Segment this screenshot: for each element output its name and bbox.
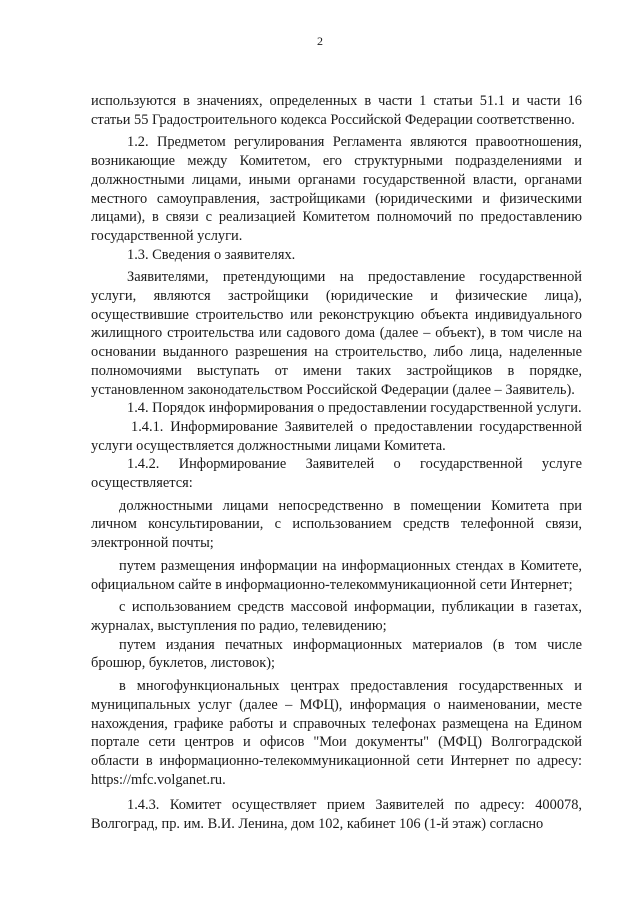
list-item-officials: должностными лицами непосредственно в помещении Комитета при личном консультировании, с использованием средств телефонной связи, электронной почты; bbox=[91, 497, 582, 552]
list-item-mfc: в многофункциональных центрах предоставления государственных и муниципальных услуг (далее – МФЦ), информация о наименовании, месте нахождения, графике работы и справочных телефонах размещена на Едином портале сети центров и офисов "Мои документы" (МФЦ) Волгоградской области в информационно-телекоммуникационной сети Интернет по адресу: https://mfc.volganet.ru. bbox=[91, 678, 582, 788]
document-body bbox=[91, 92, 582, 834]
list-item-printed: путем издания печатных информационных материалов (в том числе брошюр, буклетов, листовок); bbox=[91, 636, 582, 672]
paragraph-1-4-heading: 1.4. Порядок информирования о предоставлении государственной услуги. bbox=[127, 400, 582, 417]
paragraph-1-4-3: 1.4.3. Комитет осуществляет прием Заявителей по адресу: 400078, Волгоград, пр. им. В.И. Ленина, дом 102, кабинет 106 (1-й этаж) согласно bbox=[91, 797, 582, 833]
list-item-media: с использованием средств массовой информации, публикации в газетах, журналах, выступления по радио, телевидению; bbox=[91, 599, 582, 634]
paragraph-1-4-2: 1.4.2. Информирование Заявителей о государственной услуге осуществляется: bbox=[91, 456, 582, 492]
paragraph-applicants: Заявителями, претендующими на предоставление государственной услуги, являются застройщики (юридические и физические лица), осуществившие строительство или реконструкцию объекта индивидуального жилищного строительства или садового дома (далее – объект), в том числе на основании выданного разрешения на строительство, либо лица, наделенные полномочиями выступать от имени таких застройщиков в порядке, установленном законодательством Российской Федерации (далее – Заявитель). bbox=[91, 269, 582, 398]
paragraph-1-2-subject: 1.2. Предметом регулирования Регламента являются правоотношения, возникающие между Комитетом, его структурными подразделениями и должностными лицами, иными органами государственной власти, органами местного самоуправления, застройщиками (юридическими и физическими лицами), в связи с реализацией Комитетом полномочий по предоставлению государственной услуги. bbox=[91, 134, 582, 244]
list-item-stands: путем размещения информации на информационных стендах в Комитете, официальном сайте в информационно-телекоммуникационной сети Интернет; bbox=[91, 557, 582, 593]
paragraph-intro-continuation: используются в значениях, определенных в части 1 статьи 51.1 и части 16 статьи 55 Градостроительного кодекса Российской Федерации соответственно. bbox=[91, 93, 582, 128]
paragraph-1-4-1: 1.4.1. Информирование Заявителей о предоставлении государственной услуги осуществляется должностными лицами Комитета. bbox=[91, 418, 582, 454]
paragraph-1-3-heading: 1.3. Сведения о заявителях. bbox=[127, 246, 296, 263]
page-number: 2 bbox=[317, 34, 323, 48]
